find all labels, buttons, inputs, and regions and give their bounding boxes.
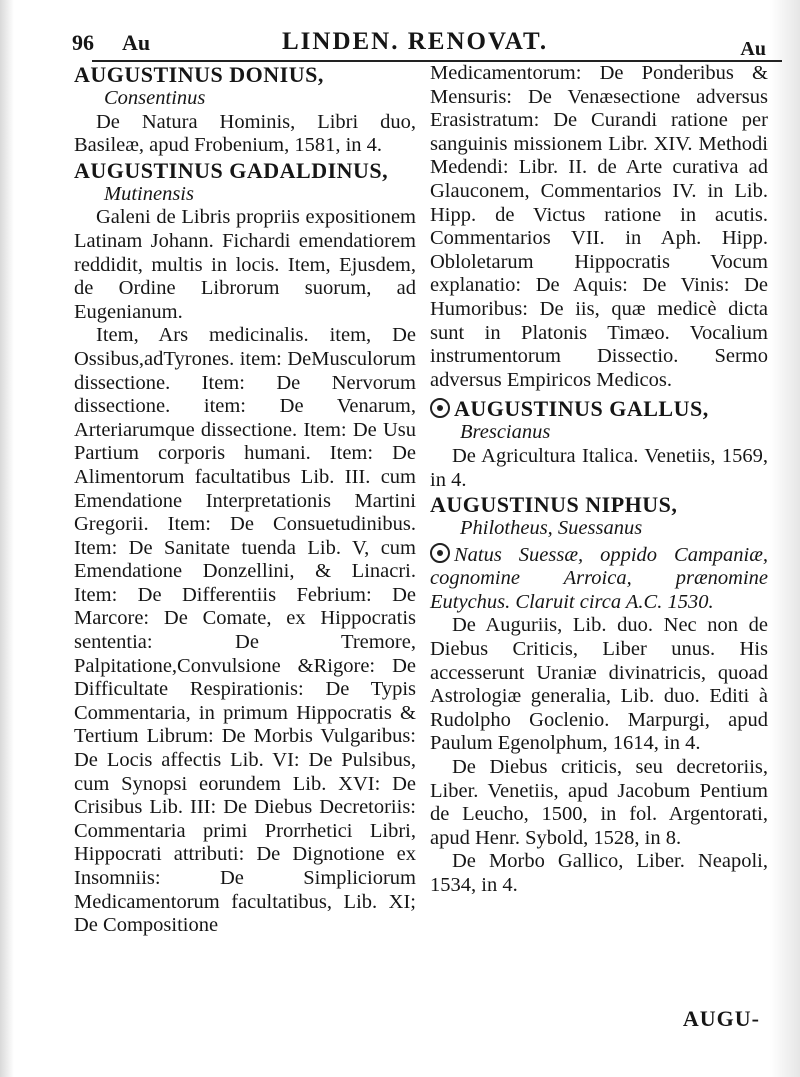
entry-heading: AUGUSTINUS DONIUS, [74, 62, 324, 87]
page-number: 96 [72, 30, 94, 55]
biographical-note [430, 541, 768, 615]
header-left-abbrev: Au [122, 30, 151, 55]
left-column [74, 62, 416, 938]
entry-origin: Philotheus, Suessanus [460, 517, 643, 540]
heading-text: AUGUSTINUS GALLUS, [454, 396, 709, 422]
entry-heading [430, 396, 768, 421]
entry-origin: Mutinensis [104, 182, 194, 205]
right-column [430, 62, 768, 898]
entry-text: De Diebus criticis, seu decretoriis, Liber. Venetiis, apud Jacobum Pentium de Leucho, 1500, in fol. Argentorati, apud Henr. Sybold, 1528, in 8. [430, 756, 768, 849]
running-header [72, 26, 772, 58]
catchword: AUGU- [682, 1006, 760, 1031]
note-text: Natus Suessæ, oppido Campaniæ, cognomine Arroica, prænomine Eutychus. Claruit circa A.C. 1530. [430, 543, 768, 613]
entry-text: De Agricultura Italica. Venetiis, 1569, in 4. [430, 444, 768, 491]
entry-text: De Morbo Gallico, Liber. Neapoli, 1534, in 4. [430, 850, 768, 896]
header-title: LINDEN. RENOVAT. [282, 28, 549, 55]
entry-text: Item, Ars medicinalis. item, De Ossibus,adTyrones. item: DeMusculorum dissectione. Item: De Nervorum dissectione. item: De Venarum, Arteriarumque dissectione. Item: De Usu Partium corporis humani. Item: De Alimentorum facultatibus Lib. III. cum Emendatione Interpretationis Martini Gregorii. Item: De Consuetudinibus. Item: De Sanitate tuenda Lib. V, cum Emendatione Donzellini, & Linacri. Item: De Differentiis Febrium: De Marcore: De Comate, ex Hippocratis sententia: De Tremore, Palpitatione,Convulsione &Rigore: De Difficultate Respirationis: De Typis Commentaria, in primum Hippocratis & Tertium Librum: De Morbis Vulgaribus: De Locis affectis Lib. VI: De Pulsibus, cum Synopsi eorundem Lib. XVI: De Crisibus Lib. III: De Diebus Decretoriis: Commentaria primi Prorrhetici Libri, Hippocrati attributi: De Dignotione ex Insomniis: De Simpliciorum Medicamentorum facultatibus, Lib. XI; De Compositione [74, 324, 416, 937]
entry-heading: AUGUSTINUS GADALDINUS, [74, 157, 389, 183]
entry-text: De Natura Hominis, Libri duo, Basileæ, apud Frobenium, 1581, in 4. [74, 110, 416, 157]
reference-mark-icon [430, 398, 450, 418]
header-right-abbrev: Au [740, 38, 766, 60]
entry-origin: Consentinus [104, 87, 206, 109]
entry-text: Galeni de Libris propriis expositionem Latinam Johann. Fichardi emendatiorem reddidit, multis in locis. Item, Ejusdem, de Ordine Librorum suorum, ad Eugenianum. [74, 206, 416, 323]
entry-origin: Brescianus [460, 421, 551, 444]
entry-text-continued: Medicamentorum: De Ponderibus & Mensuris: De Venæsectione adversus Erasistratum: De Curandi ratione per sanguinis missionem Libr. XIV. Methodi Medendi: Libr. II. de Arte curativa ad Glauconem, Commentarios IV. in Lib. Hipp. de Victus ratione in acutis. Commentarios VII. in Aph. Hipp. Obloletarum Hippocratis Vocum explanatio: De Aquis: De Vinis: De Humoribus: De iis, quæ medicè dicta sunt in Platonis Timæo. Vocalium instrumentorum Dissectio. Sermo adversus Empiricos Medicos. [430, 62, 768, 391]
entry-text: De Auguriis, Lib. duo. Nec non de Diebus Criticis, Liber unus. His accesserunt Uraniæ divinatricis, quoad Astrologiæ generalia, Lib. duo. Editi à Rudolpho Goclenio. Marpurgi, apud Paulum Egenolphum, 1614, in 4. [430, 614, 768, 755]
reference-mark-icon [430, 543, 450, 563]
entry-heading: AUGUSTINUS NIPHUS, [430, 492, 678, 518]
